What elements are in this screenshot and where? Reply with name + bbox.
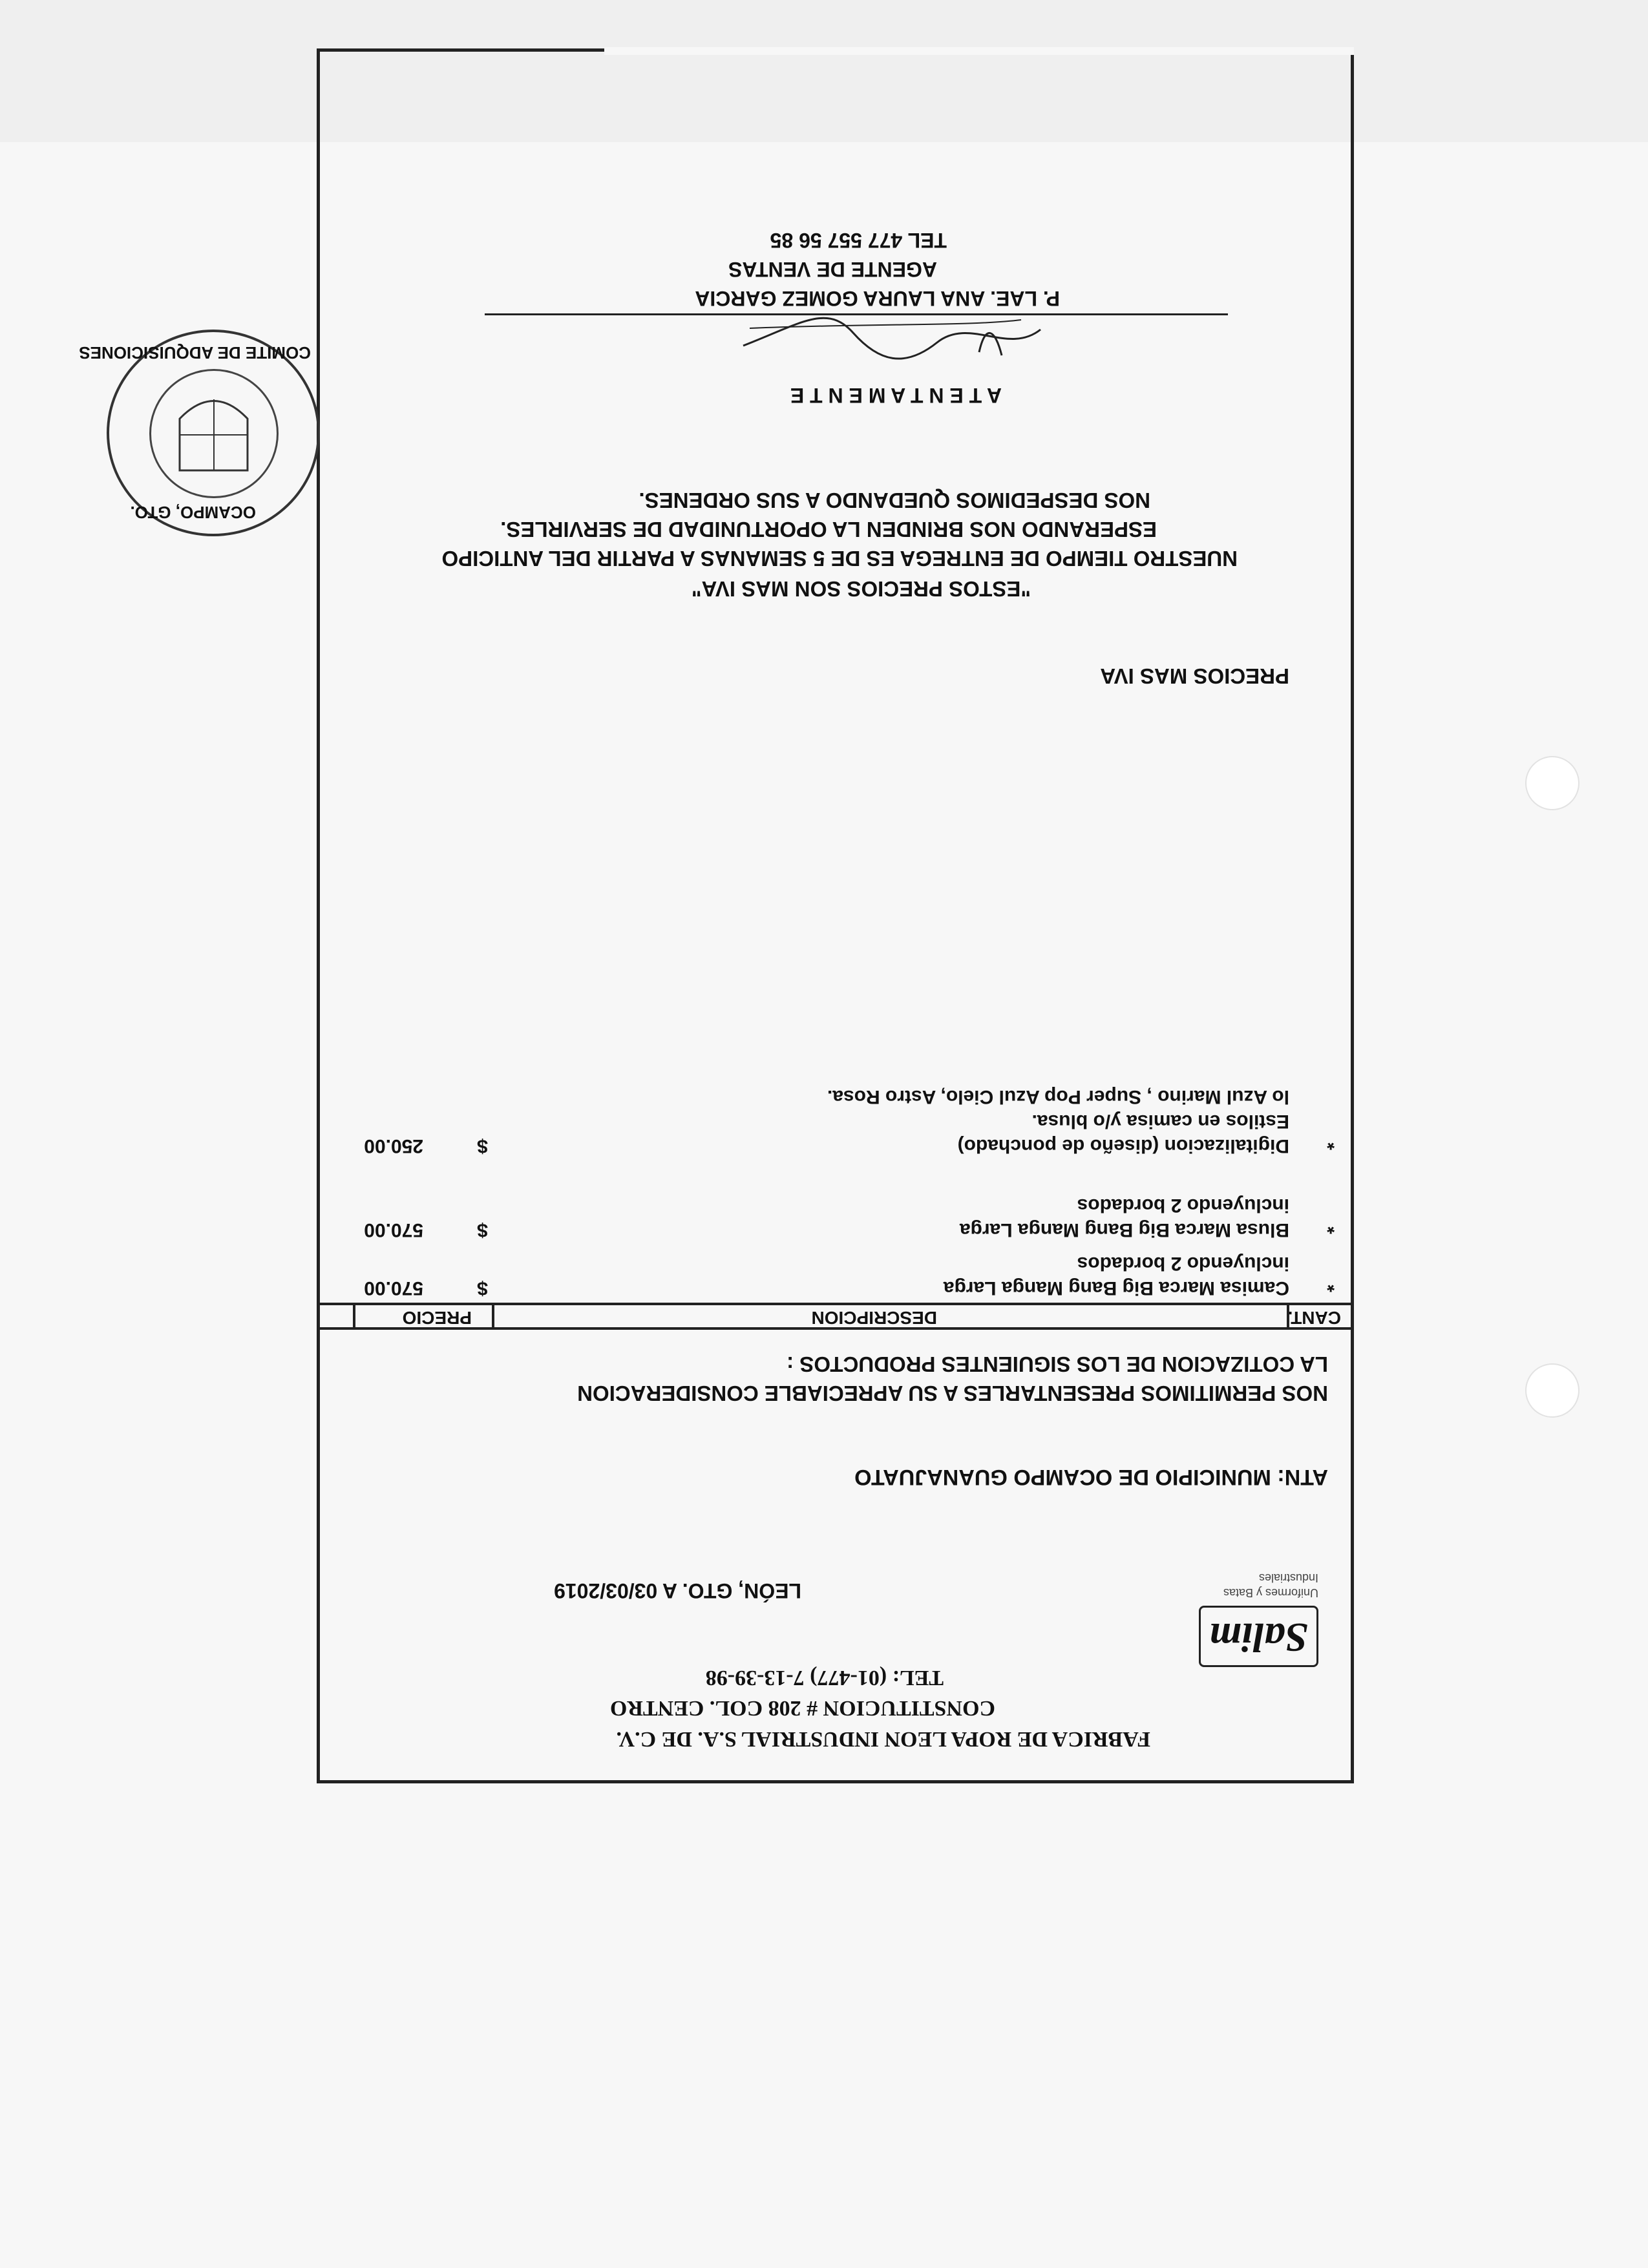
delivery-line-1: NUESTRO TIEMPO DE ENTREGA ES DE 5 SEMANAS A PARTIR DEL ANTICIPO xyxy=(441,547,1238,571)
logo-tagline-2: Industriales xyxy=(1258,1571,1318,1584)
signature-line xyxy=(485,313,1228,315)
stamp-inner-text: OCAMPO, GTO. xyxy=(130,503,256,522)
item-description-detail: Estilos en camisa y/o blusa. xyxy=(1031,1111,1289,1132)
handwritten-signature xyxy=(737,310,1047,368)
item-bullet: * xyxy=(1327,1132,1335,1153)
intro-line-2: LA COTIZACION DE LOS SIGUIENTES PRODUCTOS : xyxy=(787,1352,1328,1376)
item-description-detail: incluyendo 2 bordados xyxy=(1077,1195,1289,1216)
delivery-line-2: ESPERANDO NOS BRINDEN LA OPORTUNIDAD DE SERVIRLES. xyxy=(500,518,1157,541)
table-header-descripcion: DESCRIPCION xyxy=(811,1308,937,1328)
item-description: Blusa Marca Big Bang Manga Larga xyxy=(959,1219,1289,1241)
stamp-crest xyxy=(149,369,279,498)
company-phone: TEL: (01-477) 7-13-39-98 xyxy=(705,1666,944,1690)
prices-note: PRECIOS MAS IVA xyxy=(1100,664,1289,688)
signer-phone: TEL 477 557 56 85 xyxy=(770,229,947,252)
intro-line-1: NOS PERMITIMOS PRESENTARLES A SU APRECIABLE CONSIDERACION xyxy=(577,1381,1328,1405)
item-bullet: * xyxy=(1327,1216,1335,1237)
item-price: 570.00 xyxy=(364,1219,423,1241)
table-header-rule xyxy=(317,1303,1354,1305)
item-price: 250.00 xyxy=(364,1135,423,1157)
committee-stamp xyxy=(79,330,320,536)
farewell-line: NOS DESPEDIMOS QUEDANDO A SUS ORDENES. xyxy=(639,488,1150,512)
item-currency: $ xyxy=(477,1277,488,1299)
date-line: LEÓN, GTO. A 03/03/2019 xyxy=(554,1579,801,1602)
item-bullet: * xyxy=(1327,1274,1335,1296)
item-description-colors: lo Azul Marino , Super Pop Azul Cielo, Astro Rosa. xyxy=(827,1086,1289,1108)
signer-name: P. LAE. ANA LAURA GOMEZ GARCIA xyxy=(695,287,1060,310)
quote-line: "ESTOS PRECIOS SON MAS IVA" xyxy=(691,577,1031,601)
item-currency: $ xyxy=(477,1135,488,1157)
closing: A T E N T A M E N T E xyxy=(790,384,1002,407)
logo-text: Salim xyxy=(1209,1615,1308,1661)
table-col-divider-2 xyxy=(492,1303,494,1330)
signer-title: AGENTE DE VENTAS xyxy=(728,258,937,281)
logo-tagline-1: Uniformes y Batas xyxy=(1223,1586,1318,1599)
item-description: Digitalizacion (diseño de ponchado) xyxy=(957,1135,1289,1157)
company-name: FABRICA DE ROPA LEON INDUSTRIAL S.A. DE C.V. xyxy=(616,1727,1150,1751)
item-currency: $ xyxy=(477,1219,488,1241)
table-col-divider-3 xyxy=(353,1303,355,1330)
table-header-cant: CANT. xyxy=(1287,1308,1341,1328)
item-price: 570.00 xyxy=(364,1277,423,1299)
company-logo xyxy=(1199,1606,1318,1667)
stamp-outer-text: COMITE DE ADQUISICIONES xyxy=(79,343,311,362)
item-description-detail: incluyendo 2 bordados xyxy=(1077,1253,1289,1274)
company-address: CONSTITUCION # 208 COL. CENTRO xyxy=(609,1696,995,1720)
recipient: ATN: MUNICIPIO DE OCAMPO GUANAJUATO xyxy=(854,1465,1328,1489)
table-header-precio: PRECIO xyxy=(402,1308,472,1328)
item-description: Camisa Marca Big Bang Manga Larga xyxy=(943,1277,1289,1299)
